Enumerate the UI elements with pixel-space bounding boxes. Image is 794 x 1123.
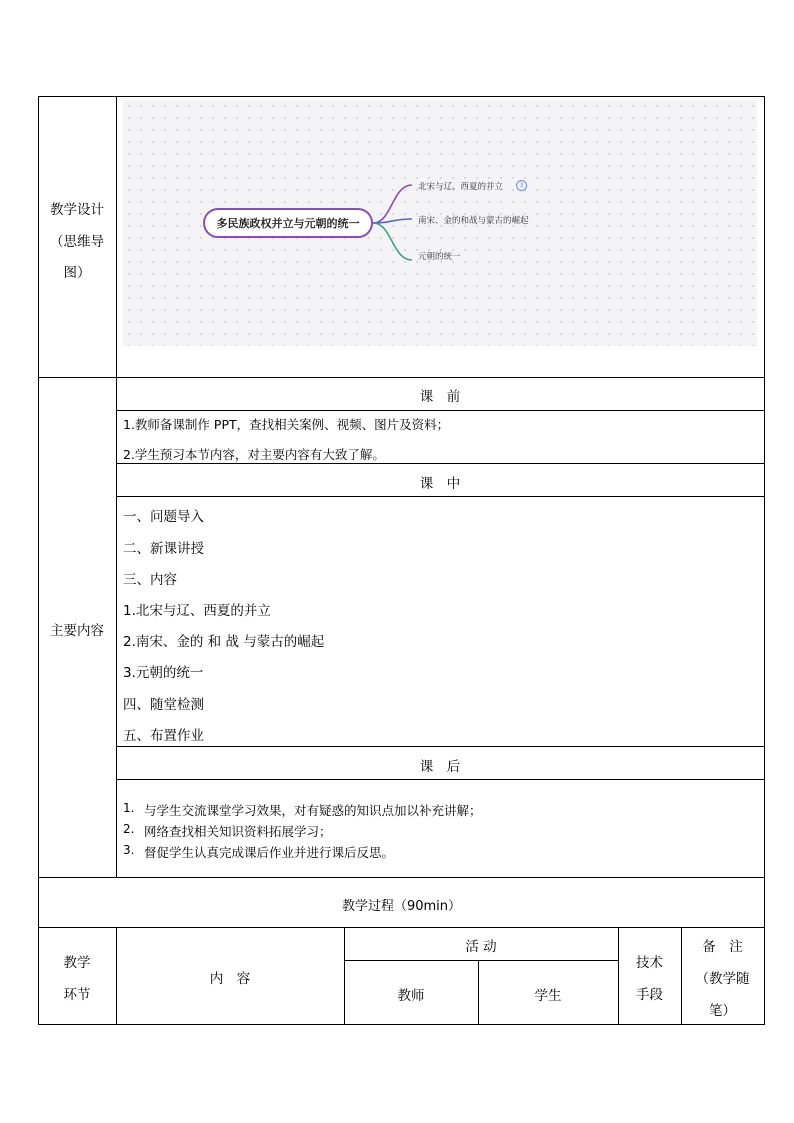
during-item: 2.南宋、金的 和 战 与蒙古的崛起	[123, 634, 325, 650]
header-student: 学生	[534, 988, 562, 1004]
header-note-line1: 备 注	[702, 939, 743, 955]
before-item-1: 1.教师备课制作 PPT，查找相关案例、视频、图片及资料；	[123, 417, 450, 432]
mindmap-branch-1: 北宋与辽、西夏的并立	[418, 182, 504, 192]
mindmap-branch-2: 南宋、金的和战与蒙古的崛起	[418, 216, 529, 226]
process-title: 教学过程（90min）	[341, 899, 462, 914]
after-item-text: 督促学生认真完成课后作业并进行课后反思。	[144, 845, 395, 860]
design-label-line2: （思维导	[50, 234, 104, 250]
header-content: 内 容	[209, 971, 251, 987]
header-stage-line2: 环节	[63, 987, 91, 1003]
after-item-number: 2.	[123, 822, 135, 836]
during-item: 1.北宋与辽、西夏的并立	[123, 603, 271, 619]
after-class-header: 课 后	[419, 759, 461, 775]
header-tech-line2: 手段	[636, 987, 663, 1003]
mindmap-badge-icon: 3	[516, 180, 527, 191]
after-item-number: 3.	[123, 843, 135, 857]
during-item: 三、内容	[123, 572, 177, 588]
mindmap-connectors	[0, 0, 794, 400]
during-item: 3.元朝的统一	[123, 665, 204, 681]
header-tech-line1: 技术	[636, 955, 663, 971]
during-item: 一、问题导入	[123, 509, 204, 525]
header-note-line2: （教学随	[695, 971, 750, 987]
main-content-label: 主要内容	[50, 623, 104, 639]
header-activity: 活 动	[465, 939, 497, 955]
before-class-header: 课 前	[419, 389, 461, 405]
after-item-number: 1.	[123, 801, 135, 815]
during-item: 二、新课讲授	[123, 541, 204, 557]
design-label-line3: 图）	[63, 265, 91, 281]
during-class-header: 课 中	[419, 476, 461, 492]
during-item: 四、随堂检测	[123, 697, 204, 713]
after-item-text: 与学生交流课堂学习效果，对有疑惑的知识点加以补充讲解；	[144, 803, 482, 818]
design-label-line1: 教学设计	[50, 202, 104, 218]
before-item-2: 2.学生预习本节内容，对主要内容有大致了解。	[123, 447, 385, 462]
after-item-text: 网络查找相关知识资料拓展学习；	[144, 824, 332, 839]
during-item: 五、布置作业	[123, 728, 204, 744]
mindmap-branch-3: 元朝的统一	[418, 252, 461, 262]
header-stage-line1: 教学	[63, 955, 91, 971]
header-note-line3: 笔）	[709, 1003, 736, 1019]
mindmap-root-node: 多民族政权并立与元朝的统一	[203, 208, 373, 238]
header-teacher: 教师	[397, 988, 425, 1004]
